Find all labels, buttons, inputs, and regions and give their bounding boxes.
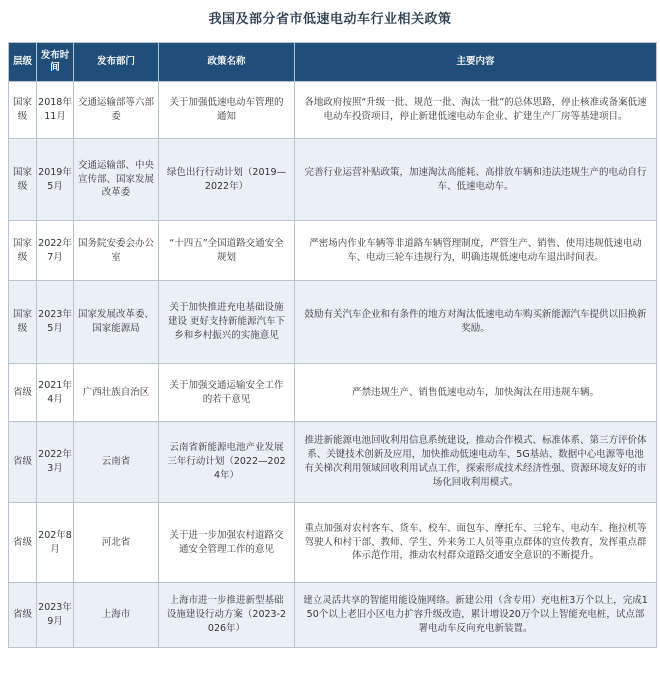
cell-content: 推进新能源电池回收利用信息系统建设，推动合作模式、标准体系、第三方评价体系、关键技术创新及应用，加快推动低速电动车、5G基站、数据中心电源等电池有关梯次利用领域回收利用试点工作，探索形成技术经济性强、资源环境友好的市场化回收利用模式。 [295, 422, 657, 503]
cell-policy-name: 关于进一步加强农村道路交通安全管理工作的意见 [159, 503, 295, 583]
cell-department: 河北省 [74, 503, 159, 583]
table-row [9, 503, 657, 583]
cell-policy-name: 关于加快推进充电基础设施建设 更好支持新能源汽车下乡和乡村振兴的实施意见 [159, 281, 295, 364]
cell-content: 完善行业运营补贴政策，加速淘汰高能耗、高排放车辆和违法违规生产的电动自行车、低速电动车。 [295, 139, 657, 221]
cell-level: 国家级 [9, 281, 37, 364]
cell-date: 2019年5月 [37, 139, 74, 221]
cell-content: 建立灵活共享的智能用能设施网络。新建公用（含专用）充电桩3万个以上，完成150个以上老旧小区电力扩容升级改造，累计增设20万个以上智能充电桩，试点部署电动车反向充电新装置。 [295, 583, 657, 648]
cell-department: 广西壮族自治区 [74, 364, 159, 422]
header-department: 发布部门 [74, 43, 159, 82]
cell-department: 交通运输部等六部委 [74, 82, 159, 139]
cell-level: 国家级 [9, 82, 37, 139]
cell-department: 上海市 [74, 583, 159, 648]
table-row [9, 583, 657, 648]
cell-date: 2023年5月 [37, 281, 74, 364]
cell-department: 交通运输部、中央宣传部、国家发展改革委 [74, 139, 159, 221]
cell-policy-name: 云南省新能源电池产业发展三年行动计划（2022—2024年） [159, 422, 295, 503]
table-row [9, 422, 657, 503]
table-row [9, 221, 657, 281]
cell-level: 国家级 [9, 139, 37, 221]
cell-date: 2021年4月 [37, 364, 74, 422]
cell-date: 2018年11月 [37, 82, 74, 139]
cell-date: 202年8月 [37, 503, 74, 583]
cell-date: 2023年9月 [37, 583, 74, 648]
cell-level: 国家级 [9, 221, 37, 281]
cell-content: 重点加强对农村客车、货车、校车、面包车、摩托车、三轮车、电动车、拖拉机等驾驶人和村干部、教师、学生、外来务工人员等重点群体的宣传教育，发挥重点群体示范作用，推动农村群众道路交通安全意识的不断提升。 [295, 503, 657, 583]
header-content: 主要内容 [295, 43, 657, 82]
cell-policy-name: 关于加强低速电动车管理的通知 [159, 82, 295, 139]
table-row [9, 364, 657, 422]
cell-content: 严密场内作业车辆等非道路车辆管理制度，严管生产、销售、使用违规低速电动车、电动三轮车违规行为，明确违规低速电动车退出时间表。 [295, 221, 657, 281]
cell-level: 省级 [9, 364, 37, 422]
cell-department: 国务院安委会办公室 [74, 221, 159, 281]
table-row [9, 139, 657, 221]
header-policy-name: 政策名称 [159, 43, 295, 82]
cell-content: 严禁违规生产、销售低速电动车，加快淘汰在用违规车辆。 [295, 364, 657, 422]
table-row [9, 281, 657, 364]
cell-content: 各地政府按照“升级一批、规范一批、淘汰一批”的总体思路，停止核准或备案低速电动车投资项目，停止新建低速电动车企业、扩建生产厂房等基建项目。 [295, 82, 657, 139]
header-level: 层级 [9, 43, 37, 82]
cell-department: 云南省 [74, 422, 159, 503]
policy-table [8, 42, 657, 648]
header-date: 发布时间 [37, 43, 74, 82]
cell-department: 国家发展改革委、国家能源局 [74, 281, 159, 364]
table-header-row [9, 43, 657, 82]
table-row [9, 82, 657, 139]
cell-policy-name: 关于加强交通运输安全工作的若干意见 [159, 364, 295, 422]
cell-level: 省级 [9, 503, 37, 583]
cell-date: 2022年3月 [37, 422, 74, 503]
cell-date: 2022年7月 [37, 221, 74, 281]
cell-policy-name: 绿色出行行动计划（2019—2022年） [159, 139, 295, 221]
cell-policy-name: 上海市进一步推进新型基础设施建设行动方案（2023-2026年） [159, 583, 295, 648]
cell-level: 省级 [9, 583, 37, 648]
cell-content: 鼓励有关汽车企业和有条件的地方对淘汰低速电动车购买新能源汽车提供以旧换新奖励。 [295, 281, 657, 364]
cell-level: 省级 [9, 422, 37, 503]
cell-policy-name: “十四五”全国道路交通安全规划 [159, 221, 295, 281]
page-title: 我国及部分省市低速电动车行业相关政策 [208, 12, 452, 27]
